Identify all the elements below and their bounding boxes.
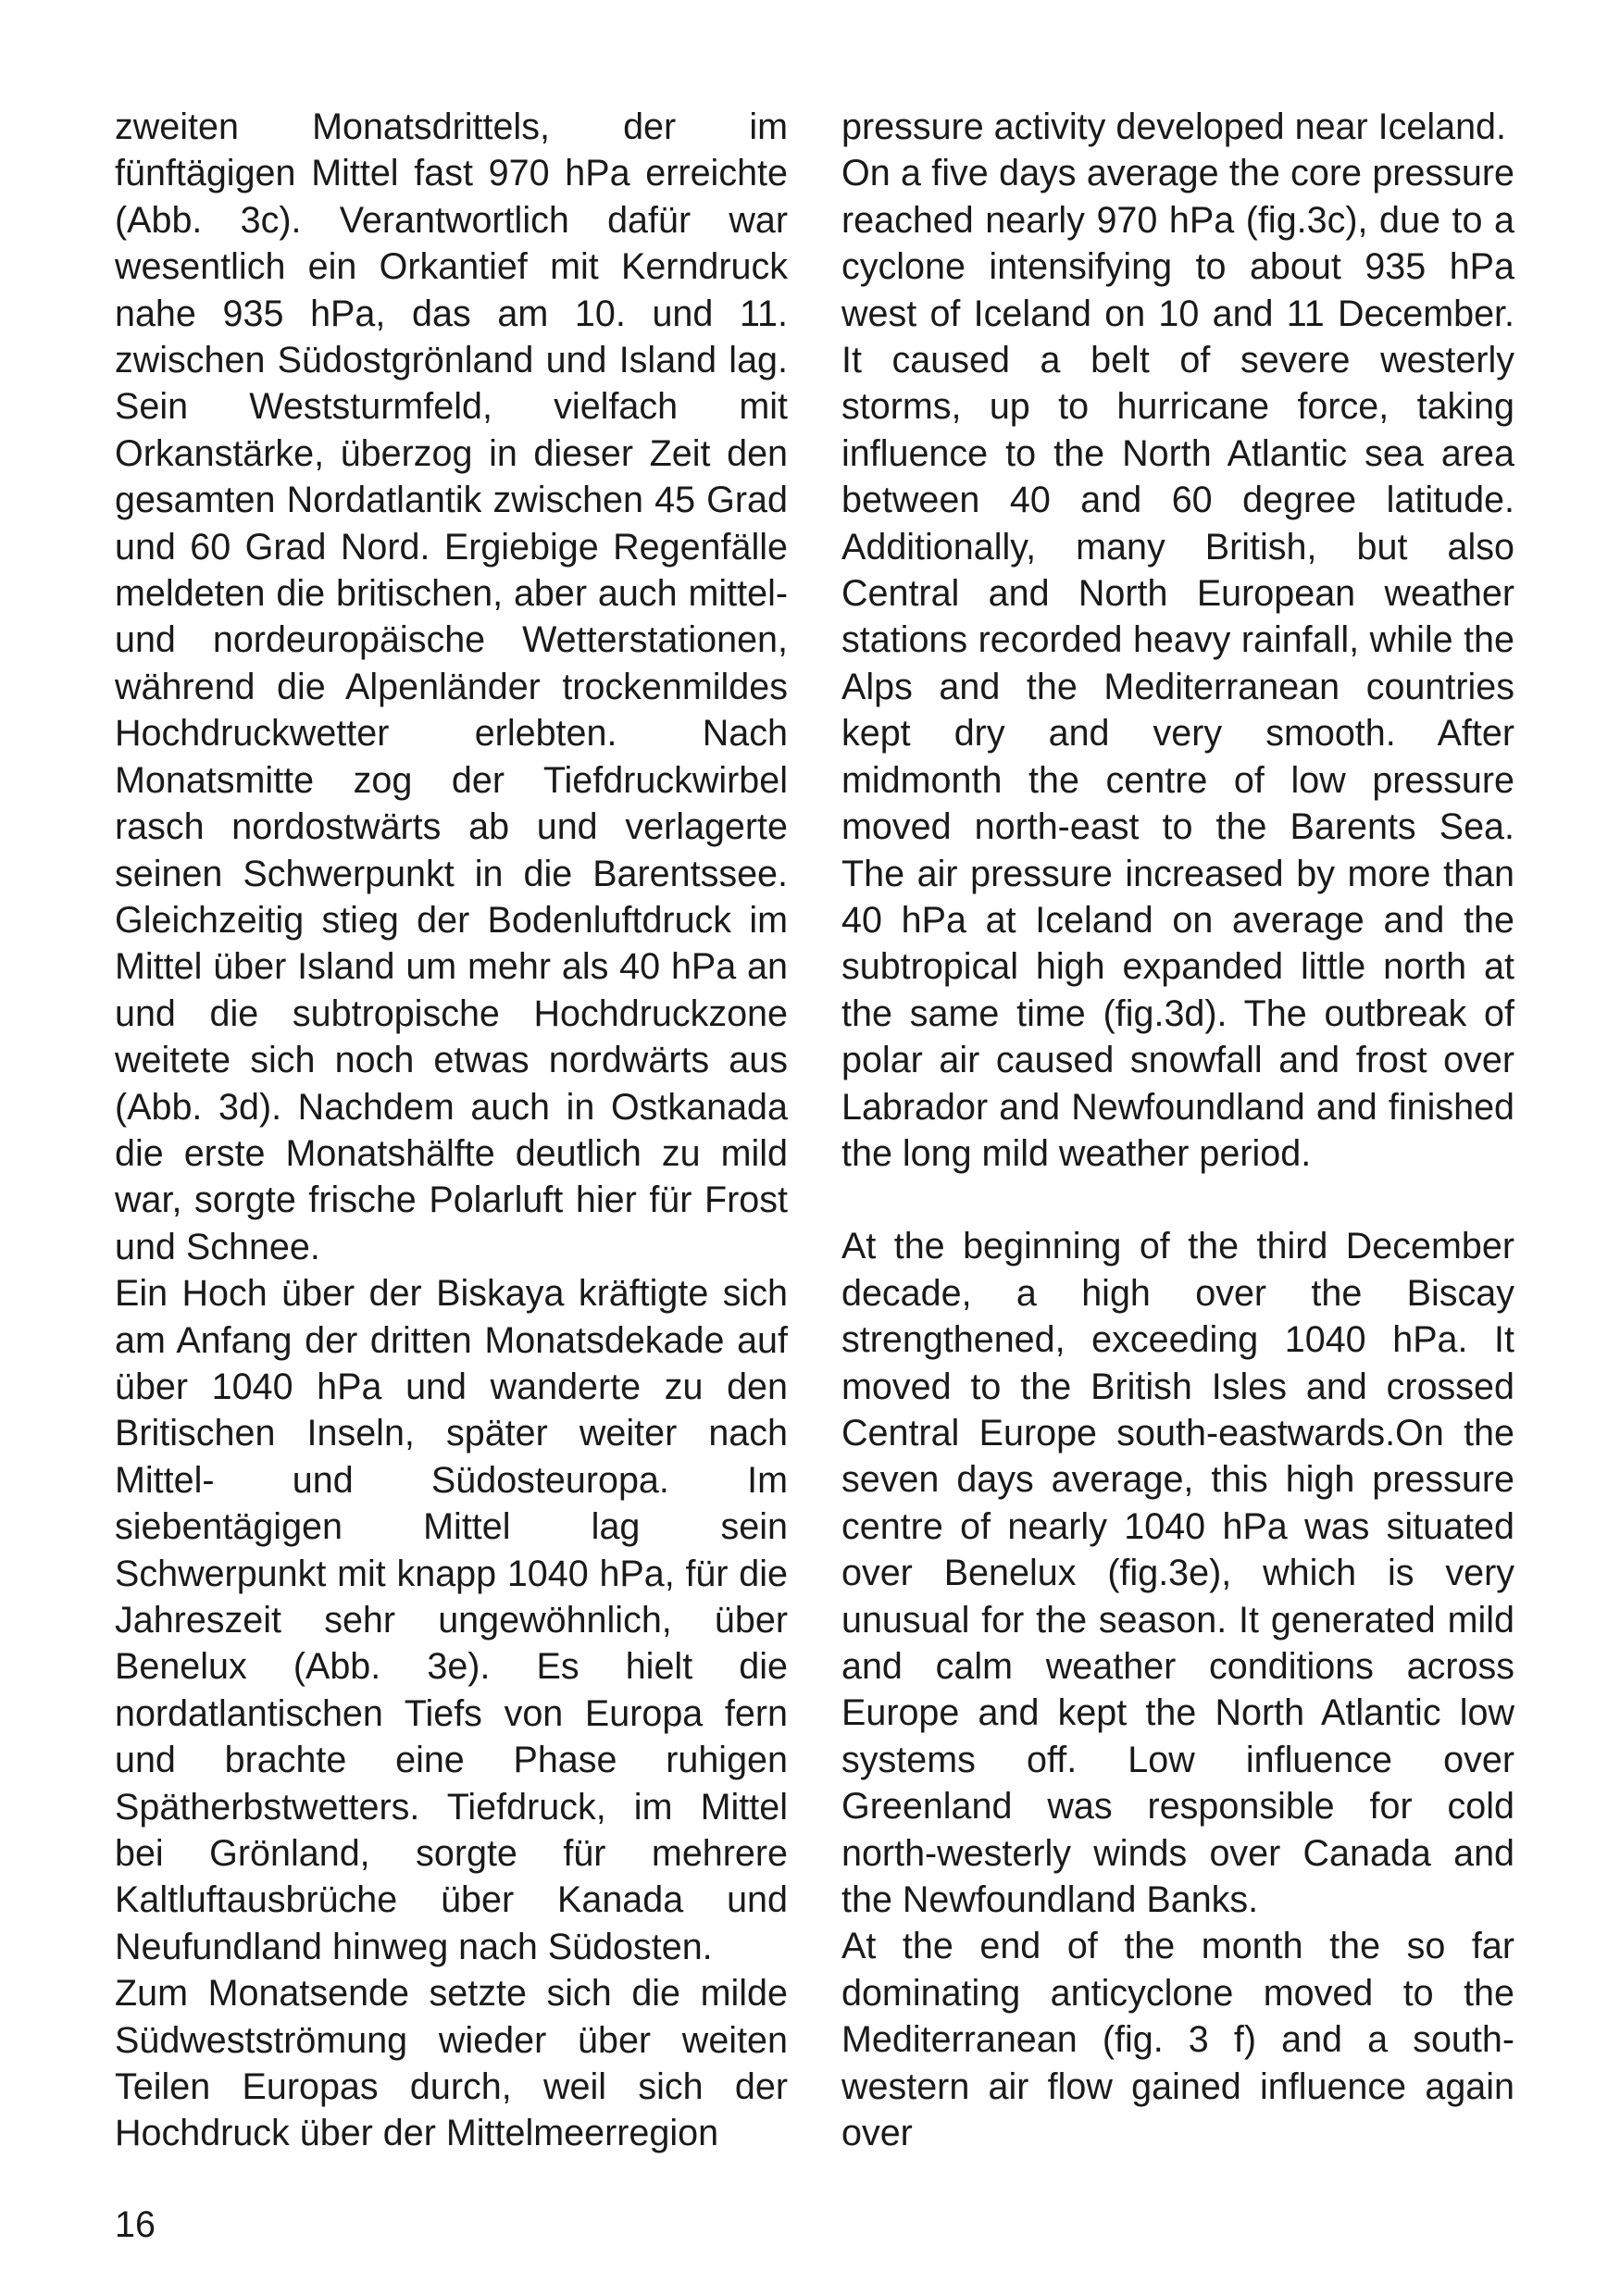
paragraph: zweiten Monatsdrittels, der im fünftägigen Mittel fast 970 hPa erreichte (Abb. 3c). Verantwortlich dafür war wesentlich ein Orkantief mit Kerndruck nahe 935 hPa, das am 10. und 11. zwischen Südostgrönland und Island lag. Sein Weststurmfeld, vielfach mit Orkanstärke, überzog in dieser Zeit den gesamten Nordatlantik zwischen 45 Grad und 60 Grad Nord. Ergiebige Regenfälle meldeten die britischen, aber auch mittel- und nordeuropäische Wetterstationen, während die Alpenländer trockenmildes Hochdruckwetter erlebten. Nach Monatsmitte zog der Tiefdruckwirbel rasch nordostwärts ab und verlagerte seinen Schwerpunkt in die Barentssee. Gleichzeitig stieg der Bodenluftdruck im Mittel über Island um mehr als 40 hPa an und die subtropische Hochdruckzone weitete sich noch etwas nordwärts aus (Abb. 3d). Nachdem auch in Ostkanada die erste Monatshälfte deutlich zu mild war, sorgte frische Polarluft hier für Frost und Schnee.: [115, 106, 788, 1267]
paragraph: Ein Hoch über der Biskaya kräftigte sich am Anfang der dritten Monatsdekade auf über 1040 hPa und wanderte zu den Britischen Inseln, später weiter nach Mittel- und Südosteuropa. Im siebentägigen Mittel lag sein Schwerpunkt mit knapp 1040 hPa, für die Jahreszeit sehr ungewöhnlich, über Benelux (Abb. 3e). Es hielt die nordatlantischen Tiefs von Europa fern und brachte eine Phase ruhigen Spätherbstwetters. Tiefdruck, im Mittel bei Grönland, sorgte für mehrere Kaltluftausbrüche über Kanada und Neufundland hinweg nach Südosten.: [115, 1273, 788, 1967]
paragraph: pressure activity developed near Iceland.: [841, 106, 1507, 147]
paragraph: Zum Monatsende setzte sich die milde Südwestströmung wieder über weiten Teilen Europas durch, weil sich der Hochdruck über der Mittelmeerregion: [115, 1973, 788, 2154]
paragraph: On a five days average the core pressure reached nearly 970 hPa (fig.3c), due to a cyclone intensifying to about 935 hPa west of Iceland on 10 and 11 December. It caused a belt of severe westerly storms, up to hurricane force, taking influence to the North Atlantic sea area between 40 and 60 degree latitude. Additionally, many British, but also Central and North European weather stations recorded heavy rainfall, while the Alps and the Mediterranean countries kept dry and very smooth. After midmonth the centre of low pressure moved north-east to the Barents Sea. The air pressure increased by more than 40 hPa at Iceland on average and the subtropical high expanded little north at the same time (fig.3d). The outbreak of polar air caused snowfall and frost over Labrador and Newfoundland and finished the long mild weather period.: [841, 153, 1514, 1174]
paragraph: At the end of the month the so far dominating anticyclone moved to the Mediterranean (fig. 3 f) and a south-western air flow gained influence again over: [841, 1926, 1514, 2154]
right-column-english-text: [841, 104, 1514, 2156]
paragraph: At the beginning of the third December decade, a high over the Biscay strengthened, exceeding 1040 hPa. It moved to the British Isles and crossed Central Europe south-eastwards.On the seven days average, this high pressure centre of nearly 1040 hPa was situated over Benelux (fig.3e), which is very unusual for the season. It generated mild and calm weather conditions across Europe and kept the North Atlantic low systems off. Low influence over Greenland was responsible for cold north-westerly winds over Canada and the Newfoundland Banks.: [841, 1226, 1514, 1921]
page-number: 16: [115, 2204, 156, 2245]
left-column-german-text: [115, 104, 788, 2157]
